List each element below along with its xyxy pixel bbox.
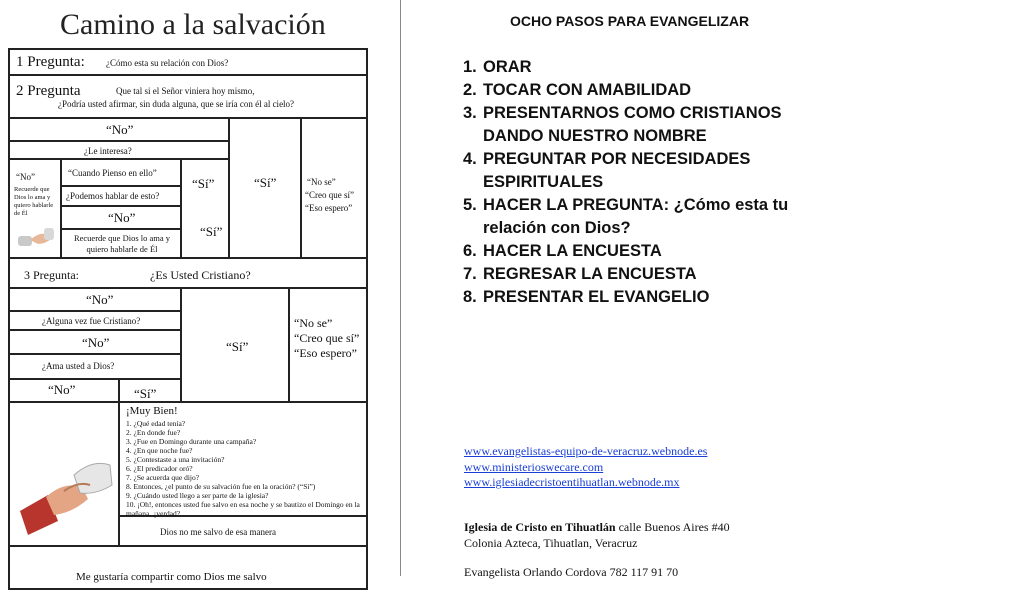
podemos-hablar-cell bbox=[61, 186, 181, 206]
question-1-text: ¿Cómo esta su relación con Dios? bbox=[106, 58, 229, 68]
q3-no-header bbox=[9, 288, 181, 311]
steps-title: OCHO PASOS PARA EVANGELIZAR bbox=[510, 13, 750, 29]
step-text: PRESENTAR EL EVANGELIO bbox=[483, 288, 710, 306]
si-final-cell bbox=[119, 379, 181, 402]
step-number: 3. bbox=[463, 104, 477, 122]
no-answer: “No” bbox=[16, 172, 35, 182]
steps-list bbox=[463, 56, 803, 309]
salvation-form-page bbox=[0, 0, 401, 583]
no-answer: “No” bbox=[108, 210, 136, 225]
si-answer: “Sí” bbox=[200, 224, 223, 239]
no-cell bbox=[61, 206, 181, 229]
footer-text: Me gustaría compartir como Dios me salvo bbox=[76, 571, 267, 583]
step-number: 5. bbox=[463, 196, 477, 214]
church-street: calle Buenos Aires #40 bbox=[615, 520, 730, 534]
website-links bbox=[464, 444, 707, 491]
muy-bien-text: ¡Muy Bien! bbox=[126, 405, 178, 417]
step-item bbox=[463, 102, 793, 148]
step-item bbox=[463, 148, 773, 194]
q3-unsure-column bbox=[289, 288, 367, 402]
follow-up-item: 10. ¡Oh!, entonces usted fue salvo en esa noche y se bautizo el Domingo en la bbox=[126, 500, 360, 509]
question-3-row bbox=[9, 258, 367, 288]
eso-espero-answer: “Eso espero” bbox=[294, 346, 357, 360]
question-2-row bbox=[9, 75, 367, 118]
step-number: 4. bbox=[463, 150, 477, 168]
step-text: PRESENTARNOS COMO CRISTIANOS DANDO NUESTRO NOMBRE bbox=[483, 104, 782, 145]
step-item bbox=[463, 79, 803, 102]
step-text: HACER LA ENCUESTA bbox=[483, 242, 662, 260]
le-interesa-row bbox=[9, 141, 229, 159]
follow-up-item: 4. ¿En que noche fue? bbox=[126, 446, 193, 455]
no-column bbox=[9, 159, 61, 258]
si-answer: “Sí” bbox=[226, 339, 249, 354]
si-answer: “Sí” bbox=[254, 175, 277, 190]
le-interesa-text: ¿Le interesa? bbox=[84, 146, 132, 156]
muy-bien-cell bbox=[119, 402, 367, 516]
no-final-cell bbox=[9, 379, 119, 402]
follow-up-item: 5. ¿Contestaste a una invitación? bbox=[126, 455, 225, 464]
no-row bbox=[9, 330, 181, 354]
website-link[interactable]: www.evangelistas-equipo-de-veracruz.webnode.es bbox=[464, 444, 708, 458]
form-title: Camino a la salvación bbox=[60, 8, 326, 41]
step-item bbox=[463, 56, 803, 79]
website-link[interactable]: www.iglesiadecristoentihuatlan.webnode.mx bbox=[464, 475, 680, 489]
no-answer: “No” bbox=[86, 292, 114, 307]
dios-no-text: Dios no me salvo de esa manera bbox=[160, 527, 276, 537]
question-1-row bbox=[9, 49, 367, 75]
recuerde-small-text: Recuerde que Dios lo ama y quiero hablarle de Él bbox=[14, 186, 54, 217]
step-text: REGRESAR LA ENCUESTA bbox=[483, 265, 697, 283]
creo-que-si-answer: “Creo que sí” bbox=[294, 331, 360, 345]
q2-unsure-column bbox=[301, 118, 367, 258]
question-2-line2: ¿Podría usted afirmar, sin duda alguna, que se iría con él al cielo? bbox=[58, 99, 295, 109]
follow-up-item: 8. Entonces, ¿el punto de su salvación fue en la oración? (“Sí”) bbox=[126, 482, 316, 491]
follow-up-item: 2. ¿En donde fue? bbox=[126, 428, 181, 437]
podemos-hablar-text: ¿Podemos hablar de esto? bbox=[66, 191, 160, 201]
step-item bbox=[463, 240, 803, 263]
cuando-pienso-cell bbox=[61, 159, 181, 186]
q2-si-column bbox=[229, 118, 301, 258]
step-text: TOCAR CON AMABILIDAD bbox=[483, 81, 692, 99]
question-3-text: ¿Es Usted Cristiano? bbox=[150, 268, 251, 282]
footer-row bbox=[9, 546, 367, 589]
question-1-label: 1 Pregunta: bbox=[16, 54, 85, 70]
follow-up-item: 1. ¿Qué edad tenía? bbox=[126, 419, 186, 428]
si-answer: “Sí” bbox=[134, 386, 157, 401]
step-number: 6. bbox=[463, 242, 477, 260]
follow-up-item: 6. ¿El predicador oró? bbox=[126, 464, 193, 473]
step-number: 2. bbox=[463, 81, 477, 99]
website-link[interactable]: www.ministerioswecare.com bbox=[464, 459, 604, 474]
no-answer: “No” bbox=[48, 382, 76, 397]
step-item bbox=[463, 263, 803, 286]
step-text: PREGUNTAR POR NECESIDADES ESPIRITUALES bbox=[483, 150, 751, 191]
step-number: 7. bbox=[463, 265, 477, 283]
follow-up-item: 9. ¿Cuándo usted llego a ser parte de la iglesia? bbox=[126, 491, 269, 500]
no-answer: “No” bbox=[106, 122, 134, 137]
fue-cristiano-row bbox=[9, 311, 181, 330]
salvation-flowchart bbox=[8, 48, 368, 590]
follow-up-item: 3. ¿Fue en Domingo durante una campaña? bbox=[126, 437, 257, 446]
recuerde-cell bbox=[61, 229, 181, 258]
q3-si-column bbox=[181, 288, 289, 402]
cuando-pienso-text: “Cuando Pienso en ello” bbox=[68, 168, 157, 178]
step-text: HACER LA PREGUNTA: ¿Cómo esta tu relación con Dios? bbox=[483, 196, 789, 237]
si-answer: “Sí” bbox=[192, 176, 215, 191]
creo-que-si-answer: “Creo que sí” bbox=[305, 190, 354, 200]
church-address-line bbox=[464, 520, 730, 536]
step-item bbox=[463, 286, 803, 309]
ama-dios-text: ¿Ama usted a Dios? bbox=[42, 361, 115, 371]
step-number: 1. bbox=[463, 58, 477, 76]
evangelism-steps-panel bbox=[400, 0, 1024, 579]
question-2-line1: Que tal si el Señor viniera hoy mismo, bbox=[116, 86, 255, 96]
follow-up-item: mañana, ¿verdad? bbox=[126, 509, 181, 518]
evangelist-contact: Evangelista Orlando Cordova 782 117 91 70 bbox=[464, 565, 679, 579]
dios-no-cell bbox=[119, 516, 367, 546]
step-number: 8. bbox=[463, 288, 477, 306]
ama-dios-row bbox=[9, 354, 181, 379]
question-2-label: 2 Pregunta bbox=[16, 83, 81, 99]
handshake-cell bbox=[9, 402, 119, 546]
step-item bbox=[463, 194, 803, 240]
handshake-image bbox=[16, 222, 56, 252]
no-se-answer: “No se” bbox=[307, 177, 336, 187]
no-se-answer: “No se” bbox=[294, 316, 333, 330]
church-address bbox=[464, 520, 730, 581]
step-text: ORAR bbox=[483, 58, 532, 76]
no-answer: “No” bbox=[82, 335, 110, 350]
church-name: Iglesia de Cristo en Tihuatlán bbox=[464, 520, 616, 534]
follow-up-item: 7. ¿Se acuerda que dijo? bbox=[126, 473, 200, 482]
si-column-2 bbox=[181, 159, 229, 258]
fue-cristiano-text: ¿Alguna vez fue Cristiano? bbox=[42, 316, 141, 326]
question-3-label: 3 Pregunta: bbox=[24, 268, 79, 282]
eso-espero-answer: “Eso espero” bbox=[305, 203, 353, 213]
recuerde-text: Recuerde que Dios lo ama y quiero hablarle de Él bbox=[73, 233, 171, 254]
church-colonia: Colonia Azteca, Tihuatlan, Veracruz bbox=[464, 535, 638, 550]
q2-no-header bbox=[9, 118, 229, 141]
handshake-image bbox=[18, 451, 114, 537]
